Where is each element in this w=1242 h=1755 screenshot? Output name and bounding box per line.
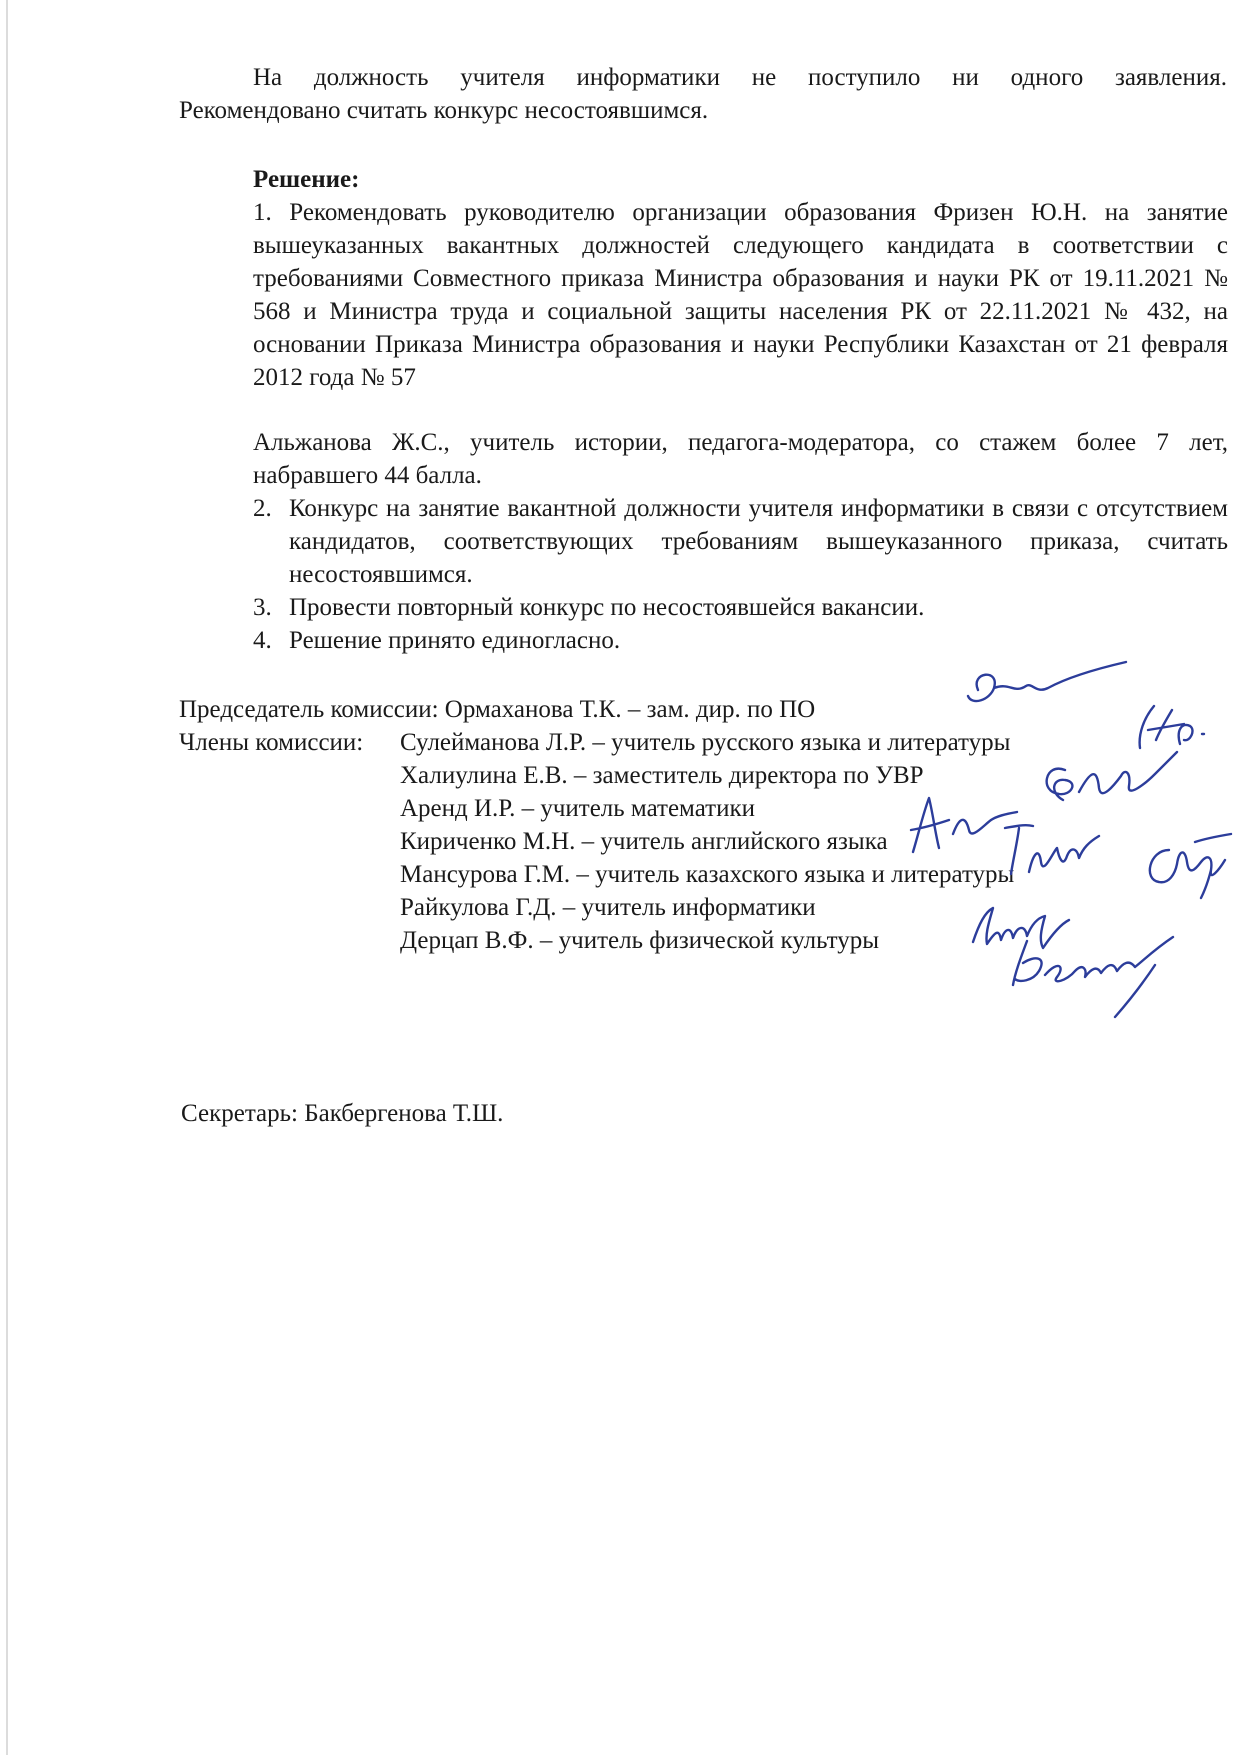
member-row: Кириченко М.Н. – учитель английского языка (400, 828, 888, 855)
member-row: Халиулина Е.В. – заместитель директора по УВР (400, 762, 924, 789)
signature-kirichenko (993, 818, 1103, 880)
candidate-paragraph: Альжанова Ж.С., учитель истории, педагога-модератора, со стажем более 7 лет, набравшего 44 балла. (253, 429, 1228, 489)
commission-chair: Председатель комиссии: Ормаханова Т.К. – зам. дир. по ПО (179, 696, 816, 723)
member-row: Дерцап В.Ф. – учитель физической культуры (400, 927, 879, 954)
decision-item-3 (253, 591, 1228, 624)
member-row: Райкулова Г.Д. – учитель информатики (400, 894, 816, 921)
member-row: Аренд И.Р. – учитель математики (400, 795, 755, 822)
intro-line-1: На должность учителя информатики не поступило ни одного заявления. (253, 64, 1227, 91)
intro-line-2: Рекомендовано считать конкурс несостоявшимся. (179, 97, 709, 124)
signature-chair (960, 660, 1130, 720)
item-text: Решение принято единогласно. (289, 627, 621, 654)
item-text: Конкурс на занятие вакантной должности учителя информатики в связи с отсутствием кандидатов, соответствующих требованиям вышеуказанного приказа, считать несостоявшимся. (289, 495, 1228, 588)
signature-dertsap (1005, 925, 1195, 1020)
item-number: 4. (253, 627, 272, 654)
signature-khaliulina (1035, 748, 1185, 818)
member-row: Сулейманова Л.Р. – учитель русского языка и литературы (400, 729, 1011, 756)
intro-paragraph (179, 61, 1227, 127)
secretary-line: Секретарь: Бакбергенова Т.Ш. (181, 1100, 504, 1127)
signature-mansurova (1135, 830, 1235, 900)
scan-edge-line (6, 0, 8, 1755)
decision-item-2 (253, 492, 1228, 591)
decision-list (253, 492, 1228, 657)
item-number: 3. (253, 594, 272, 621)
commission-members-label: Члены комиссии: (179, 729, 364, 756)
item-number: 2. (253, 495, 272, 522)
item-text: Провести повторный конкурс по несостоявшейся вакансии. (289, 594, 925, 621)
decision-heading: Решение: (253, 166, 360, 193)
decision-item-4 (253, 624, 1228, 657)
decision-item-1: 1. Рекомендовать руководителю организации образования Фризен Ю.Н. на занятие вышеуказанных вакантных должностей следующего кандидата в соответствии с требованиями Совместного приказа Министра образования и науки РК от 19.11.2021 № 568 и Министра труда и социальной защиты населения РК от 22.11.2021 № 432, на основании Приказа Министра образования и науки Республики Казахстан от 21 февраля 2012 года № 57 (253, 199, 1228, 391)
member-row: Мансурова Г.М. – учитель казахского языка и литературы (400, 861, 1015, 888)
